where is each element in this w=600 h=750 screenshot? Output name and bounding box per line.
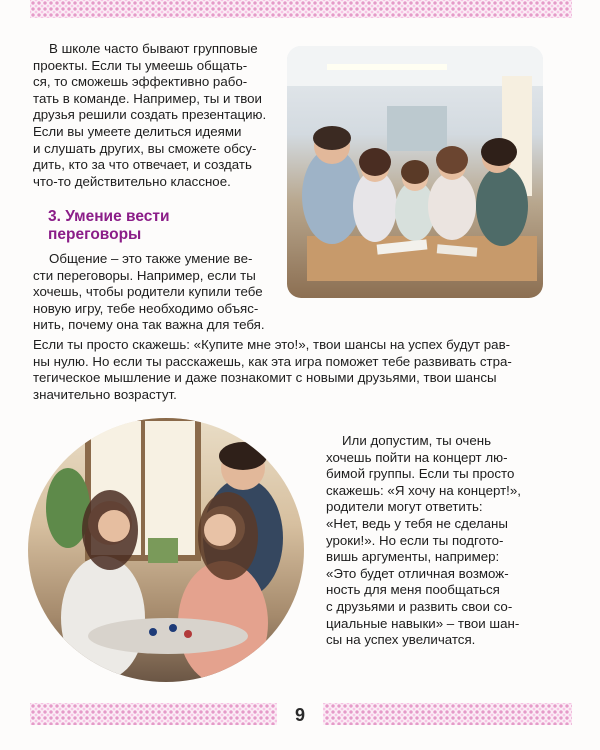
- negotiation-paragraph: Общение – это также умение ве- сти переговоры. Например, если ты хочешь, чтобы родители купили тебе новую игру, тебе необходимо объяс- нить, почему она так важна для тебя.: [33, 251, 265, 333]
- section-heading: 3. Умение вести переговоры: [48, 208, 170, 243]
- classroom-illustration: [287, 46, 543, 298]
- classroom-photo: [287, 46, 543, 298]
- intro-paragraph: В школе часто бывают групповые проекты. Если ты умеешь общать- ся, то сможешь эффективно рабо- тать в команде. Например, ты и твои друзья решили создать презентацию. Если вы умеете делиться идеями и слушать других, вы сможете обсу- дить, кто за что отвечает, и создать что-то действительно классное.: [33, 41, 267, 189]
- page-number: 9: [277, 699, 323, 731]
- family-illustration: [28, 418, 304, 682]
- family-photo: [28, 418, 304, 682]
- top-decorative-strip: [30, 0, 572, 18]
- concert-paragraph: Или допустим, ты очень хочешь пойти на концерт лю- бимой группы. Если ты просто скажешь: «Я хочу на концерт!», родители могут ответить: «Нет, ведь у тебя не сделаны уроки!». Но если ты подгото- вишь аргументы, например: «Это будет отличная возмож- ность для меня пообщаться с друзьями и развить свои со- циальные навыки» – твои шан- сы на успех увеличатся.: [326, 433, 521, 648]
- negotiation-paragraph-continued: Если ты просто скажешь: «Купите мне это!», твои шансы на успех будут рав- ны нулю. Но если ты расскажешь, как эта игра поможет тебе развивать стра- тегическое мышление и даже познакомит с новыми друзьями, твои шансы значительно возрастут.: [33, 337, 512, 402]
